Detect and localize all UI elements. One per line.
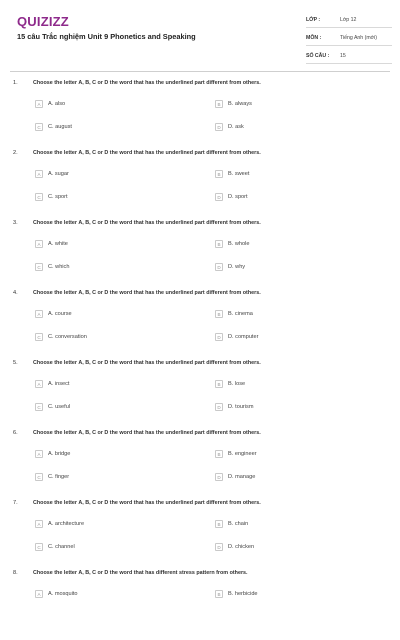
option-d[interactable]: [215, 403, 254, 411]
option-label: B. whole: [228, 241, 250, 247]
option-a[interactable]: [35, 450, 70, 458]
question-number: 8.: [13, 570, 18, 576]
meta-key: SỐ CÂU :: [306, 53, 330, 59]
option-label: C. finger: [48, 474, 70, 480]
option-letter-box: C: [35, 333, 43, 341]
option-label: A. bridge: [48, 451, 71, 457]
option-d[interactable]: [215, 543, 254, 551]
question-number: 7.: [13, 500, 18, 506]
option-label: A. course: [48, 311, 72, 317]
option-label: D. ask: [228, 124, 244, 130]
option-label: C. which: [48, 264, 70, 270]
option-label: D. why: [228, 264, 246, 270]
question-7: [0, 500, 400, 570]
page-title: 15 câu Trắc nghiệm Unit 9 Phonetics and Speaking: [17, 32, 196, 41]
question-number: 4.: [13, 290, 18, 296]
option-letter-box: B: [215, 310, 223, 318]
meta-key: LỚP :: [306, 17, 321, 23]
option-a[interactable]: [35, 240, 68, 248]
quizizz-logo: QUIZIZZ: [17, 14, 69, 29]
question-5: [0, 360, 400, 430]
option-label: D. sport: [228, 194, 248, 200]
option-label: A. mosquito: [48, 591, 78, 597]
option-label: A. white: [48, 241, 68, 247]
meta-value: 15: [340, 53, 346, 59]
question-number: 6.: [13, 430, 18, 436]
option-b[interactable]: [215, 240, 249, 248]
option-b[interactable]: [215, 590, 258, 598]
option-b[interactable]: [215, 170, 249, 178]
option-letter-box: C: [35, 403, 43, 411]
option-c[interactable]: [35, 263, 69, 271]
question-8: [0, 570, 400, 640]
option-b[interactable]: [215, 450, 257, 458]
option-d[interactable]: [215, 193, 248, 201]
option-letter-box: A: [35, 310, 43, 318]
option-letter-box: B: [215, 520, 223, 528]
option-label: C. useful: [48, 404, 71, 410]
option-label: B. engineer: [228, 451, 257, 457]
option-letter-box: A: [35, 450, 43, 458]
option-a[interactable]: [35, 170, 69, 178]
option-letter-box: C: [35, 473, 43, 481]
option-label: B. chain: [228, 521, 249, 527]
option-letter-box: D: [215, 123, 223, 131]
option-b[interactable]: [215, 310, 253, 318]
option-label: C. august: [48, 124, 72, 130]
option-d[interactable]: [215, 473, 255, 481]
option-label: A. also: [48, 101, 66, 107]
option-letter-box: B: [215, 380, 223, 388]
meta-panel: [306, 13, 392, 67]
option-letter-box: A: [35, 100, 43, 108]
option-label: D. chicken: [228, 544, 255, 550]
option-letter-box: B: [215, 450, 223, 458]
meta-row-subject: [306, 31, 392, 46]
question-text: Choose the letter A, B, C or D the word that has the underlined part different from others.: [33, 500, 261, 506]
question-text: Choose the letter A, B, C or D the word that has the underlined part different from others.: [33, 290, 261, 296]
question-number: 2.: [13, 150, 18, 156]
meta-row-class: [306, 13, 392, 28]
option-letter-box: D: [215, 333, 223, 341]
option-label: A. architecture: [48, 521, 85, 527]
option-a[interactable]: [35, 520, 84, 528]
option-letter-box: A: [35, 520, 43, 528]
question-text: Choose the letter A, B, C or D the word that has the underlined part different from others.: [33, 220, 261, 226]
question-4: [0, 290, 400, 360]
option-label: C. conversation: [48, 334, 87, 340]
option-d[interactable]: [215, 123, 244, 131]
option-letter-box: D: [215, 263, 223, 271]
question-6: [0, 430, 400, 500]
option-letter-box: D: [215, 473, 223, 481]
option-c[interactable]: [35, 333, 87, 341]
option-label: B. cinema: [228, 311, 253, 317]
option-letter-box: C: [35, 263, 43, 271]
option-a[interactable]: [35, 310, 72, 318]
header-divider: [10, 71, 390, 72]
question-number: 1.: [13, 80, 18, 86]
question-text: Choose the letter A, B, C or D the word that has the underlined part different from others.: [33, 80, 261, 86]
question-1: [0, 80, 400, 150]
option-b[interactable]: [215, 380, 245, 388]
option-label: D. computer: [228, 334, 259, 340]
option-c[interactable]: [35, 543, 75, 551]
option-label: A. insect: [48, 381, 70, 387]
option-a[interactable]: [35, 590, 78, 598]
option-c[interactable]: [35, 473, 69, 481]
meta-key: MÔN :: [306, 35, 322, 41]
option-label: B. sweet: [228, 171, 250, 177]
option-label: B. always: [228, 101, 252, 107]
question-text: Choose the letter A, B, C or D the word that has the underlined part different from others.: [33, 430, 261, 436]
option-label: C. sport: [48, 194, 68, 200]
question-list: [0, 80, 400, 640]
option-label: D. manage: [228, 474, 256, 480]
option-b[interactable]: [215, 100, 252, 108]
option-label: A. sugar: [48, 171, 69, 177]
option-label: D. tourism: [228, 404, 254, 410]
question-text: Choose the letter A, B, C or D the word that has different stress pattern from others.: [33, 570, 248, 576]
option-letter-box: B: [215, 240, 223, 248]
option-a[interactable]: [35, 100, 65, 108]
option-a[interactable]: [35, 380, 69, 388]
option-letter-box: A: [35, 170, 43, 178]
option-c[interactable]: [35, 123, 72, 131]
option-letter-box: D: [215, 543, 223, 551]
option-b[interactable]: [215, 520, 248, 528]
option-letter-box: A: [35, 380, 43, 388]
option-label: B. lose: [228, 381, 246, 387]
option-label: C. channel: [48, 544, 75, 550]
option-letter-box: C: [35, 543, 43, 551]
option-letter-box: A: [35, 590, 43, 598]
option-c[interactable]: [35, 403, 70, 411]
option-letter-box: B: [215, 590, 223, 598]
question-2: [0, 150, 400, 220]
option-letter-box: D: [215, 193, 223, 201]
option-letter-box: C: [35, 193, 43, 201]
question-text: Choose the letter A, B, C or D the word that has the underlined part different from others.: [33, 360, 261, 366]
option-letter-box: A: [35, 240, 43, 248]
option-letter-box: D: [215, 403, 223, 411]
option-d[interactable]: [215, 333, 258, 341]
option-d[interactable]: [215, 263, 245, 271]
option-label: B. herbicide: [228, 591, 258, 597]
question-3: [0, 220, 400, 290]
option-letter-box: B: [215, 170, 223, 178]
question-number: 3.: [13, 220, 18, 226]
option-letter-box: C: [35, 123, 43, 131]
meta-value: Lớp 12: [340, 17, 357, 23]
option-letter-box: B: [215, 100, 223, 108]
question-text: Choose the letter A, B, C or D the word that has the underlined part different from others.: [33, 150, 261, 156]
option-c[interactable]: [35, 193, 68, 201]
question-number: 5.: [13, 360, 18, 366]
meta-value: Tiếng Anh (mới): [340, 35, 377, 41]
meta-row-count: [306, 49, 392, 64]
